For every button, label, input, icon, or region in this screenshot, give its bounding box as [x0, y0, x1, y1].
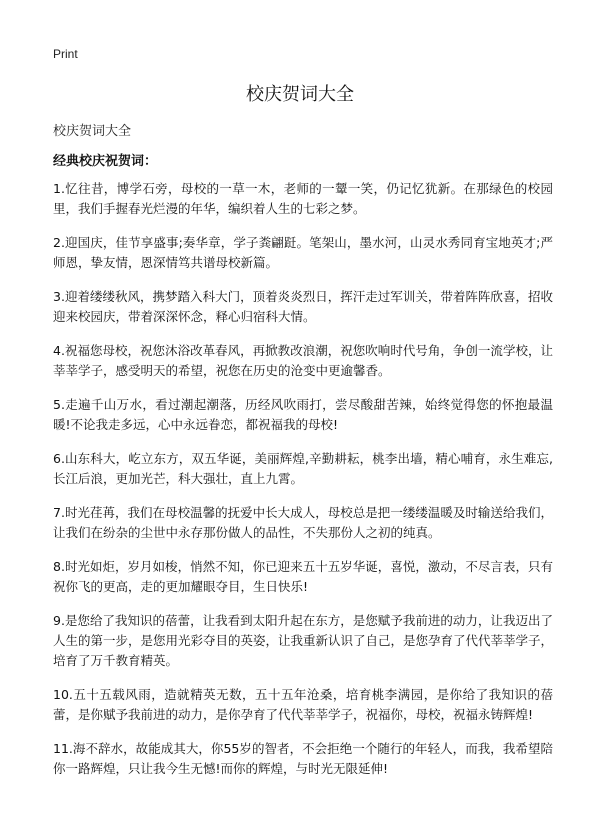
blessing-item: 6.山东科大，屹立东方，双五华诞，美丽辉煌,辛勤耕耘，桃李出墙，精心哺育，永生难忘,长江后浪，更加光芒，科大强壮，直上九霄。	[53, 451, 553, 486]
blessing-item: 5.走遍千山万水，看过潮起潮落，历经风吹雨打，尝尽酸甜苦辣，始终觉得您的怀抱最温暖!不论我走多远，心中永远眷恋，都祝福我的母校!	[53, 397, 553, 432]
page-title: 校庆贺词大全	[246, 84, 354, 105]
blessing-item: 11.海不辞水，故能成其大，你55岁的智者，不会拒绝一个随行的年轻人，而我，我希望陪你一路辉煌，只让我今生无憾!而你的辉煌，与时光无限延伸!	[53, 741, 553, 776]
blessing-item: 2.迎国庆，佳节享盛事;奏华章，学子粪翩跹。笔架山，墨水河，山灵水秀同育宝地英才;严师恩，挚友情，恩深情笃共谱母校新篇。	[53, 235, 553, 270]
print-link[interactable]: Print	[53, 47, 78, 61]
blessing-list	[53, 179, 553, 793]
blessing-item: 8.时光如炬，岁月如梭，悄然不知，你已迎来五十五岁华诞，喜悦，激动，不尽言表，只有祝你飞的更高，走的更加耀眼夺目，生日快乐!	[53, 559, 553, 594]
document-subtitle: 校庆贺词大全	[53, 124, 132, 139]
section-heading: 经典校庆祝贺词：	[53, 154, 158, 169]
blessing-item: 4.祝福您母校，祝您沐浴改革春风，再掀教改浪潮，祝您吹响时代号角，争创一流学校，让莘莘学子，感受明天的希望，祝您在历史的沧变中更逾馨香。	[53, 343, 553, 378]
blessing-item: 10.五十五载风雨，造就精英无数，五十五年沧桑，培育桃李满园，是你给了我知识的蓓蕾，是你赋予我前进的动力，是你孕育了代代莘莘学子，祝福你，母校，祝福永铸辉煌!	[53, 687, 553, 722]
blessing-item: 3.迎着缕缕秋风，携梦踏入科大门，顶着炎炎烈日，挥汗走过军训关，带着阵阵欣喜，招收迎来校园庆，带着深深怀念，释心归宿科大情。	[53, 289, 553, 324]
blessing-item: 7.时光荏苒，我们在母校温馨的抚爱中长大成人，母校总是把一缕缕温暖及时输送给我们，让我们在纷杂的尘世中永存那份做人的品性，不失那份人之初的纯真。	[53, 505, 553, 540]
blessing-item: 1.忆往昔，博学石旁，母校的一草一木，老师的一颦一笑，仍记忆犹新。在那绿色的校园里，我们手握春光烂漫的年华，编织着人生的七彩之梦。	[53, 181, 553, 216]
blessing-item: 9.是您给了我知识的蓓蕾，让我看到太阳升起在东方，是您赋予我前进的动力，让我迈出了人生的第一步，是您用光彩夺目的英姿，让我重新认识了自己，是您孕育了代代莘莘学子，培育了万千教育精英。	[53, 613, 554, 668]
